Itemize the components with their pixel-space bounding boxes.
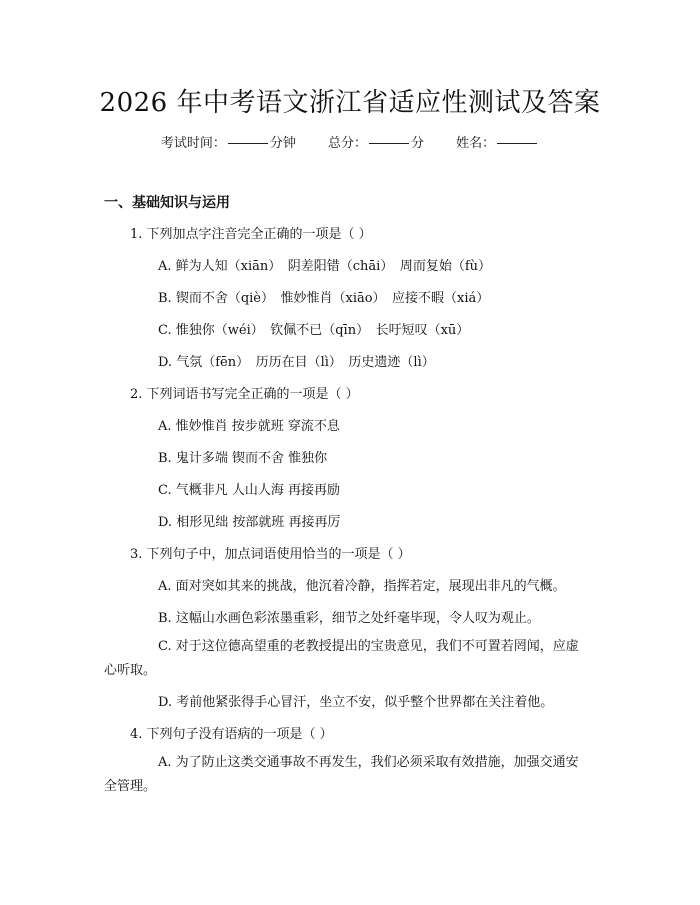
- question-stem: 2. 下列词语书写完全正确的一项是（ ）: [130, 387, 359, 402]
- student-name-label: 姓名：: [456, 136, 496, 151]
- question-option: C. 气概非凡 人山人海 再接再励: [158, 483, 341, 498]
- page-title: 2026 年中考语文浙江省适应性测试及答案: [99, 88, 601, 118]
- question-option: D. 相形见绌 按部就班 再接再厉: [158, 515, 341, 530]
- section-heading: 一、基础知识与运用: [104, 195, 230, 211]
- student-name-field: [456, 136, 539, 151]
- question-option: A. 惟妙惟肖 按步就班 穿流不息: [158, 419, 340, 434]
- total-score-field: [328, 136, 424, 151]
- exam-time-blank: [228, 143, 268, 144]
- exam-time-field: [161, 136, 296, 151]
- question-stem: 4. 下列句子没有语病的一项是（ ）: [130, 727, 333, 742]
- exam-time-unit: 分钟: [269, 136, 296, 151]
- question-option: B. 这幅山水画色彩浓墨重彩，细节之处纤毫毕现，令人叹为观止。: [158, 611, 540, 626]
- question-option: B. 锲而不舍（qiè） 惟妙惟肖（xiāo） 应接不暇（xiá）: [158, 291, 490, 306]
- total-score-label: 总分：: [327, 136, 367, 151]
- question-option: D. 考前他紧张得手心冒汗，坐立不安，似乎整个世界都在关注着他。: [158, 695, 554, 710]
- question-option: A. 面对突如其来的挑战，他沉着冷静，指挥若定，展现出非凡的气概。: [158, 579, 566, 594]
- exam-meta-line: [0, 132, 700, 151]
- question-option: D. 气氛（fēn） 历历在目（lì） 历史遗迹（lì）: [158, 355, 435, 370]
- question-option: A. 为了防止这类交通事故不再发生，我们必须采取有效措施，加强交通安全管理。: [104, 755, 579, 794]
- question-option: A. 鲜为人知（xiān） 阴差阳错（chāi） 周而复始（fù）: [158, 259, 492, 274]
- student-name-blank: [497, 143, 537, 144]
- question-option: C. 惟独你（wéi） 钦佩不已（qīn） 长吁短叹（xū）: [158, 323, 470, 338]
- question-option: B. 鬼计多端 锲而不舍 惟独你: [158, 451, 328, 466]
- total-score-unit: 分: [411, 136, 425, 151]
- exam-time-label: 考试时间：: [160, 136, 226, 151]
- question-stem: 3. 下列句子中，加点词语使用恰当的一项是（ ）: [130, 547, 411, 562]
- question-stem: 1. 下列加点字注音完全正确的一项是（ ）: [130, 227, 372, 242]
- total-score-blank: [369, 143, 409, 144]
- question-option: C. 对于这位德高望重的老教授提出的宝贵意见，我们不可置若罔闻，应虚心听取。: [104, 639, 579, 678]
